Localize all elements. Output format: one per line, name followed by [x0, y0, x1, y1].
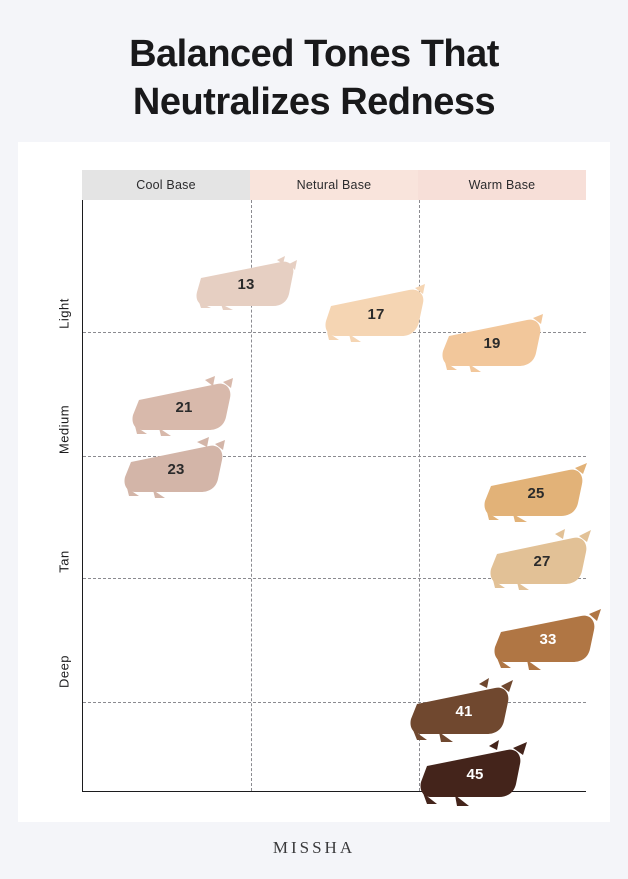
shade-swatch-27[interactable]	[489, 534, 595, 588]
title-line-2: Neutralizes Redness	[132, 81, 496, 123]
shade-label-33: 33	[539, 630, 557, 648]
shade-swatch-25[interactable]	[483, 466, 589, 520]
page-title	[0, 30, 628, 126]
shade-swatch-13[interactable]	[193, 258, 299, 310]
shade-swatch-17[interactable]	[323, 288, 429, 340]
shade-label-41: 41	[455, 702, 473, 720]
shade-label-23: 23	[167, 460, 185, 478]
title-line-1: Balanced Tones That	[129, 33, 499, 75]
shade-label-27: 27	[533, 552, 551, 570]
shade-label-17: 17	[367, 305, 385, 323]
shade-swatch-45[interactable]	[419, 746, 531, 802]
brand-logo: MISSHA	[272, 838, 356, 857]
chart-card	[18, 142, 610, 822]
shade-label-19: 19	[483, 334, 501, 352]
shade-label-45: 45	[466, 765, 484, 783]
plot-area	[82, 200, 586, 792]
row-label-medium: Medium	[56, 404, 72, 455]
shade-swatch-41[interactable]	[409, 684, 519, 738]
row-label-light: Light	[56, 298, 72, 329]
column-header-cool: Cool Base	[82, 170, 250, 200]
shade-label-25: 25	[527, 484, 545, 502]
shade-swatch-19[interactable]	[439, 316, 545, 370]
shade-swatch-23[interactable]	[123, 442, 229, 496]
shade-swatch-33[interactable]	[493, 612, 603, 666]
row-label-tan: Tan	[56, 550, 72, 573]
shade-matrix-chart	[56, 170, 586, 792]
column-header-warm: Warm Base	[418, 170, 586, 200]
column-headers	[82, 170, 586, 200]
shade-label-13: 13	[237, 275, 255, 293]
row-label-deep: Deep	[56, 654, 72, 689]
shade-swatch-21[interactable]	[131, 380, 237, 434]
column-header-netural: Netural Base	[250, 170, 418, 200]
shade-label-21: 21	[175, 398, 193, 416]
